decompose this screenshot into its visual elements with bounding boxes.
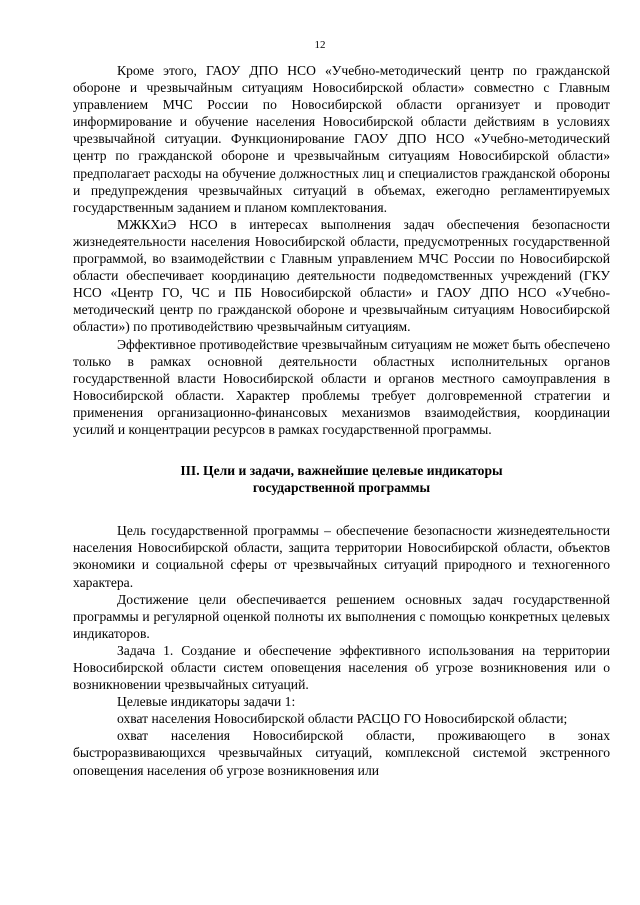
section-heading-line-2: государственной программы: [252, 480, 431, 496]
section-heading-line-1: III. Цели и задачи, важнейшие целевые индикаторы: [180, 463, 503, 479]
paragraph-indicator-rasco: охват населения Новосибирской области РАСЦО ГО Новосибирской области;: [117, 711, 568, 727]
paragraph-effective-counteraction: Эффективное противодействие чрезвычайным ситуациям не может быть обеспечено только в рамках основной деятельности областных исполнительных органов государственной власти Новосибирской области и органов местного самоуправления в Новосибирской области. Характер проблемы требует долговременной стратегии и применения организационно-финансовых механизмов взаимодействия, координации усилий и концентрации ресурсов в рамках государственной программы.: [73, 336, 610, 437]
paragraph-program-goal: Цель государственной программы – обеспечение безопасности жизнедеятельности населения Новосибирской области, защита территории Новосибирской области, объектов экономики и социальной сферы от чрезвычайных ситуаций природного и техногенного характера.: [73, 523, 610, 590]
document-body: [73, 62, 610, 779]
paragraph-goal-achievement: Достижение цели обеспечивается решением основных задач государственной программы и регулярной оценкой полноты их выполнения с помощью конкретных целевых индикаторов.: [73, 591, 610, 641]
paragraph-task-1: Задача 1. Создание и обеспечение эффективного использования на территории Новосибирской области систем оповещения населения об угрозе возникновения или о возникновении чрезвычайных ситуаций.: [73, 642, 610, 693]
paragraph-ministry-coordination: МЖКХиЭ НСО в интересах выполнения задач обеспечения безопасности жизнедеятельности населения Новосибирской области, предусмотренных государственной программой, во взаимодействии с Главным управлением МЧС России по Новосибирской области обеспечивает координацию деятельности подведомственных учреждений (ГКУ НСО «Центр ГО, ЧС и ПБ Новосибирской области» и ГАОУ ДПО НСО «Учебно-методический центр по гражданской обороне и чрезвычайным ситуациям Новосибирской области») по противодействию чрезвычайным ситуациям.: [73, 216, 610, 335]
page-number: 12: [314, 39, 326, 51]
paragraph-training-center: Кроме этого, ГАОУ ДПО НСО «Учебно-методический центр по гражданской обороне и чрезвычайным ситуациям Новосибирской области» совместно с Главным управлением МЧС России по Новосибирской области организует и проводит информирование и обучение населения Новосибирской области действиям в условиях чрезвычайной ситуации. Функционирование ГАОУ ДПО НСО «Учебно-методический центр по гражданской обороне и чрезвычайным ситуациям Новосибирской области» предполагает расходы на обучение должностных лиц и специалистов гражданской обороны и предупреждения чрезвычайных ситуаций в объемах, ежегодно регламентируемых государственным заданием и планом комплектования.: [73, 63, 610, 215]
section-heading: [73, 462, 610, 496]
paragraph-task-1-indicators: Целевые индикаторы задачи 1:: [117, 694, 296, 710]
paragraph-indicator-emergency-warning: охват населения Новосибирской области, проживающего в зонах быстроразвивающихся чрезвычайных ситуаций, комплексной системой экстренного оповещения населения об угрозе возникновения или: [73, 728, 610, 778]
